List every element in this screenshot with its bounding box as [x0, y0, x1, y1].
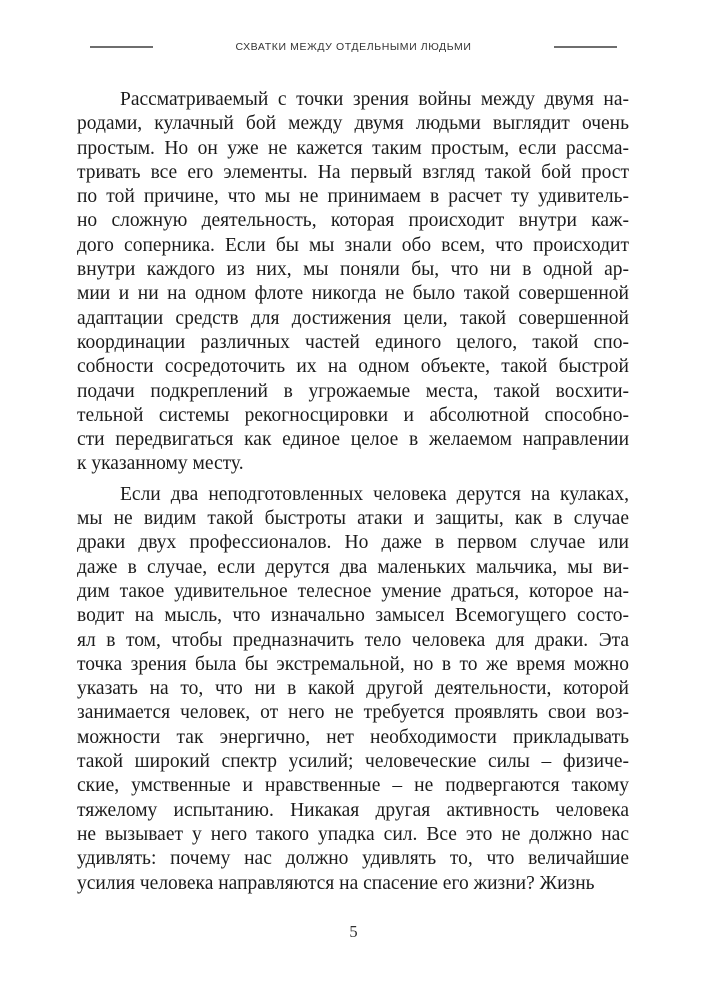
text-line: не вызывает у него такого упадка сил. Все это не должно нас: [77, 823, 629, 845]
text-line: простым. Но он уже не кажется таким простым, если рассма-: [77, 137, 629, 159]
page-body: [77, 88, 629, 896]
text-line: драки двух профессионалов. Но даже в первом случае или: [77, 532, 629, 554]
text-line: можности так энергично, нет необходимости прикладывать: [77, 726, 629, 748]
text-line: к указанному месту.: [77, 453, 244, 475]
text-line: усилия человека направляются на спасение его жизни? Жизнь: [77, 872, 595, 894]
paragraph: [77, 483, 629, 896]
text-line: такой широкий спектр усилий; человеческие силы – физиче-: [77, 751, 629, 773]
page-footer: [0, 922, 707, 942]
text-line: ские, умственные и нравственные – не подвергаются такому: [77, 775, 629, 797]
text-line: занимается человек, от него не требуется проявлять свои воз-: [77, 702, 629, 724]
text-line: точка зрения была бы экстремальной, но в то же время можно: [77, 653, 629, 675]
paragraph: [77, 88, 629, 477]
text-line: но сложную деятельность, которая происходит внутри каж-: [77, 210, 629, 232]
text-line: Если два неподготовленных человека дерутся на кулаках,: [120, 483, 629, 505]
text-line: удивлять: почему нас должно удивлять то, что величайшие: [77, 848, 629, 870]
text-line: тяжелому испытанию. Никакая другая активность человека: [77, 799, 629, 821]
header-rule-right: [554, 46, 617, 48]
text-line: подачи подкреплений в угрожаемые места, такой восхити-: [77, 380, 629, 402]
header-rule-left: [90, 46, 153, 48]
text-line: мы не видим такой быстроты атаки и защиты, как в случае: [77, 508, 629, 530]
text-line: тривать все его элементы. На первый взгляд такой бой прост: [77, 161, 629, 183]
text-line: собности сосредоточить их на одном объекте, такой быстрой: [77, 356, 629, 378]
text-line: внутри каждого из них, мы поняли бы, что ни в одной ар-: [77, 259, 629, 281]
text-line: родами, кулачный бой между двумя людьми выглядит очень: [77, 113, 629, 135]
running-header: [0, 41, 707, 53]
page-number: 5: [349, 922, 358, 941]
text-line: даже в случае, если дерутся два маленьких мальчика, мы ви-: [77, 556, 629, 578]
text-line: указать на то, что ни в какой другой деятельности, которой: [77, 678, 629, 700]
text-line: Рассматриваемый с точки зрения войны между двумя на-: [120, 89, 629, 110]
text-line: мии и ни на одном флоте никогда не было такой совершенной: [77, 283, 629, 305]
running-header-title: СХВАТКИ МЕЖДУ ОТДЕЛЬНЫМИ ЛЮДЬМИ: [235, 41, 472, 53]
text-line: ял в том, чтобы предназначить тело человека для драки. Эта: [77, 629, 629, 651]
text-line: дим такое удивительное телесное умение драться, которое на-: [77, 580, 629, 602]
text-line: адаптации средств для достижения цели, такой совершенной: [77, 307, 629, 329]
text-line: дого соперника. Если бы мы знали обо всем, что происходит: [77, 234, 629, 256]
text-line: водит на мысль, что изначально замысел Всемогущего состо-: [77, 605, 629, 627]
text-line: по той причине, что мы не принимаем в расчет ту удивитель-: [77, 186, 629, 208]
text-line: сти передвигаться как единое целое в желаемом направлении: [77, 429, 629, 451]
text-line: тельной системы рекогносцировки и абсолютной способно-: [77, 404, 629, 426]
text-line: координации различных частей единого целого, такой спо-: [77, 331, 629, 353]
